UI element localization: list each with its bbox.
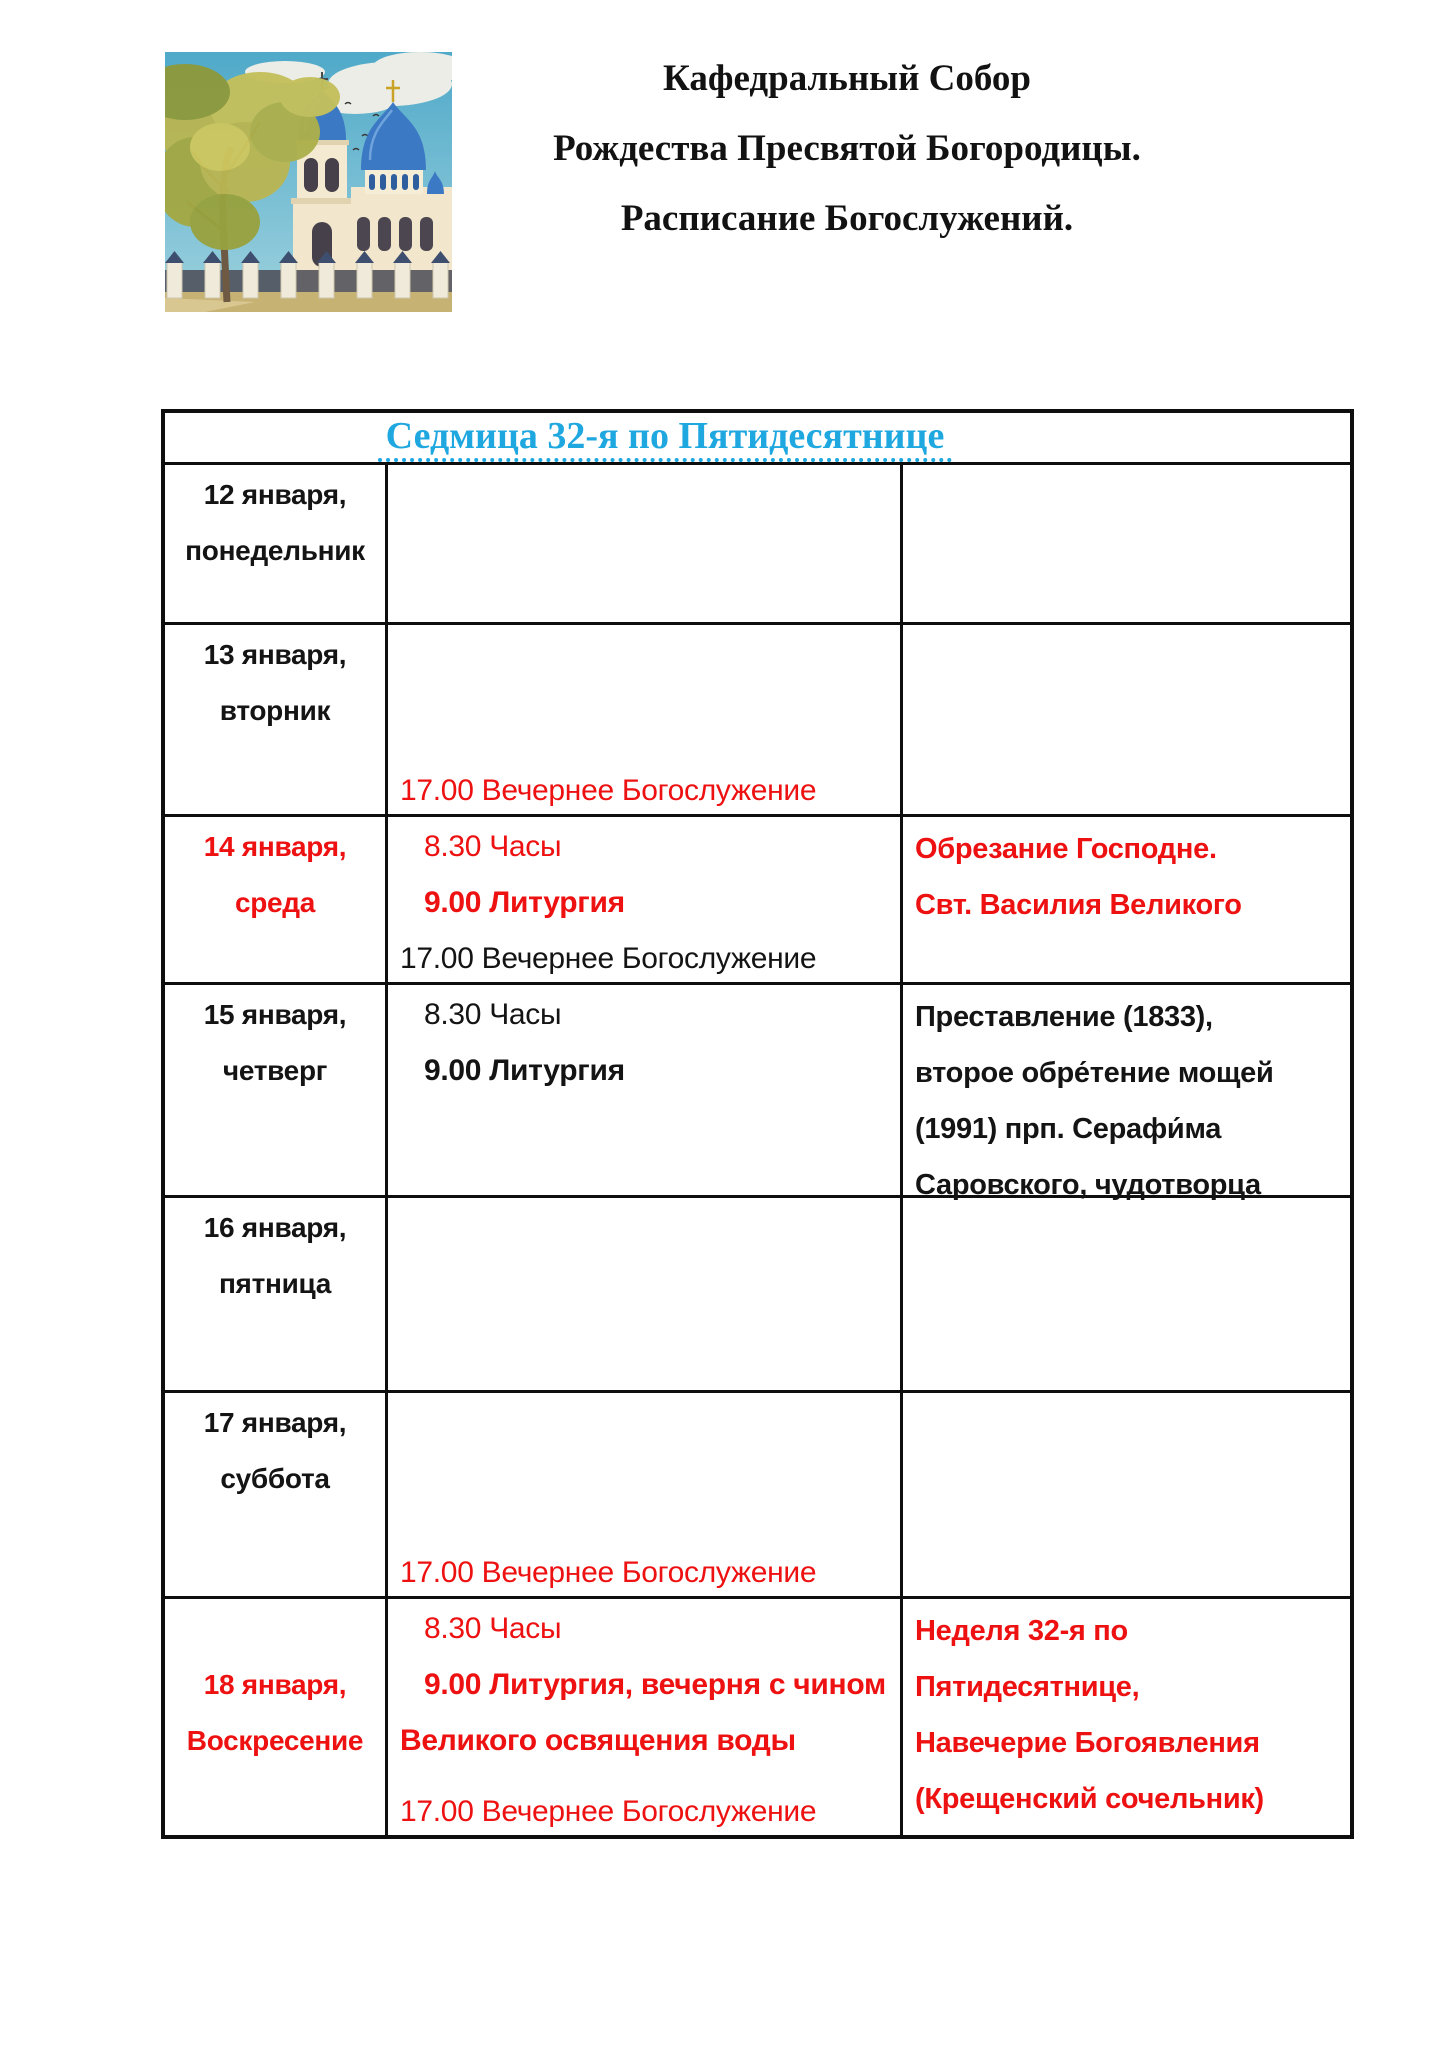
services-cell (388, 625, 903, 814)
feast-line: Неделя 32-я по (915, 1615, 1128, 1647)
services-cell (388, 1393, 903, 1596)
services-cell (388, 985, 903, 1195)
feast-cell (903, 985, 1350, 1201)
table-row-thursday (165, 982, 1350, 1201)
feast-line: второе обре́тение мощей (915, 1057, 1274, 1089)
liturgy-service-text: 9.00 Литургия (424, 886, 625, 919)
evening-service-text: 17.00 Вечернее Богослужение (400, 774, 817, 807)
weekday-text: понедельник (185, 535, 365, 566)
liturgy-service-text-2: Великого освящения воды (400, 1724, 796, 1757)
church-photo (165, 52, 452, 312)
hours-service-text: 8.30 Часы (424, 830, 562, 863)
weekday-text: среда (234, 887, 316, 918)
date-cell (165, 465, 388, 622)
date-text: 16 января, (203, 1212, 347, 1243)
weekday-text: четверг (222, 1055, 328, 1086)
feast-cell (903, 1393, 1350, 1596)
weekday-text: пятница (218, 1268, 332, 1299)
date-cell (165, 817, 388, 982)
weekday-text: суббота (220, 1463, 330, 1494)
date-text: 13 января, (203, 639, 347, 670)
date-text: 15 января, (203, 999, 347, 1030)
table-row-tuesday (165, 622, 1350, 814)
week-title-link[interactable]: Седмица 32-я по Пятидесятнице (378, 414, 953, 462)
feast-cell (903, 465, 1350, 622)
title-line-cathedral: Кафедральный Собор (663, 58, 1031, 99)
feast-cell (903, 625, 1350, 814)
week-header-row (165, 413, 1350, 462)
date-cell (165, 985, 388, 1195)
feast-line: (Крещенский сочельник) (915, 1783, 1264, 1815)
table-row-saturday (165, 1390, 1350, 1596)
feast-cell (903, 1198, 1350, 1390)
table-row-sunday (165, 1596, 1350, 1835)
feast-line: Навечерие Богоявления (915, 1727, 1260, 1759)
date-cell (165, 625, 388, 814)
feast-cell (903, 817, 1350, 982)
table-row-monday (165, 462, 1350, 622)
date-cell (165, 1198, 388, 1390)
evening-service-text: 17.00 Вечернее Богослужение (400, 1795, 817, 1828)
services-cell (388, 1599, 903, 1835)
title-line-schedule: Расписание Богослужений. (620, 198, 1074, 239)
feast-line: Свт. Василия Великого (915, 889, 1242, 921)
schedule-table (161, 409, 1354, 1839)
services-cell (388, 1198, 903, 1390)
feast-cell (903, 1599, 1350, 1835)
table-row-wednesday (165, 814, 1350, 982)
feast-line: Преставление (1833), (915, 1001, 1213, 1033)
feast-line: (1991) прп. Серафи́ма (915, 1113, 1222, 1145)
date-cell (165, 1599, 388, 1835)
liturgy-service-text: 9.00 Литургия (424, 1054, 625, 1087)
document-title (452, 44, 1242, 254)
date-text: 18 января, (203, 1669, 347, 1700)
evening-service-text: 17.00 Вечернее Богослужение (400, 942, 817, 975)
table-row-friday (165, 1195, 1350, 1390)
title-line-nativity: Рождества Пресвятой Богородицы. (553, 128, 1141, 169)
date-text: 12 января, (203, 479, 347, 510)
feast-line: Саровского, чудотворца (915, 1169, 1261, 1201)
feast-line: Пятидесятнице, (915, 1671, 1140, 1703)
date-text: 17 января, (203, 1407, 347, 1438)
services-cell (388, 465, 903, 622)
date-text: 14 января, (203, 831, 347, 862)
hours-service-text: 8.30 Часы (424, 1612, 562, 1645)
evening-service-text: 17.00 Вечернее Богослужение (400, 1556, 817, 1589)
services-cell (388, 817, 903, 982)
weekday-text: вторник (219, 695, 331, 726)
feast-line: Обрезание Господне. (915, 833, 1217, 865)
weekday-text: Воскресение (186, 1725, 364, 1756)
hours-service-text: 8.30 Часы (424, 998, 562, 1031)
liturgy-service-text: 9.00 Литургия, вечерня с чином (424, 1668, 886, 1701)
date-cell (165, 1393, 388, 1596)
